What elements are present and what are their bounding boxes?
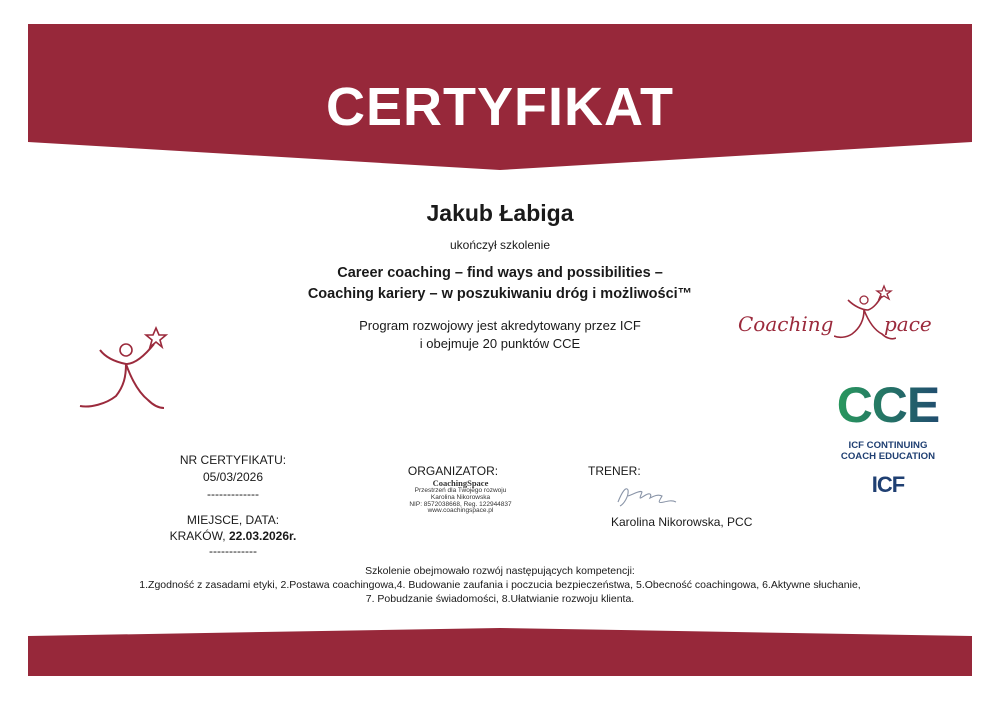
icf-logo: ICF (871, 472, 905, 497)
bottom-band (28, 626, 972, 676)
certificate-title: CERTYFIKAT (326, 77, 674, 137)
star-figure-icon (76, 324, 171, 414)
certificate-number-label: NR CERTYFIKATU: (179, 453, 287, 467)
stamp-url: www.coachingspace.pl (427, 507, 494, 515)
stamp-ids: NIP: 8572038668, Reg. 122944837 (409, 500, 512, 508)
stamp-person: Karolina Nikorowska (430, 493, 491, 501)
trainer-label: TRENER: (588, 464, 641, 478)
cce-subtitle-1: ICF CONTINUING (848, 440, 928, 451)
organizer-label: ORGANIZATOR: (407, 464, 499, 478)
place-date-label: MIEJSCE, DATA: (186, 513, 280, 527)
competencies-list-1: 1.Zgodność z zasadami etyki, 2.Postawa coachingowa,4. Budowanie zaufania i poczucia bezpieczeństwa, 5.Obecność coachingowa, 6.Aktywne słuchanie, (139, 579, 861, 591)
separator: ------------- (207, 487, 259, 501)
signature-icon (610, 482, 680, 510)
accreditation-line-2: i obejmuje 20 punktów CCE (419, 336, 581, 351)
coaching-space-logo (734, 284, 954, 344)
course-title-en: Career coaching – find ways and possibilities – (337, 265, 663, 281)
accreditation-line-1: Program rozwojowy jest akredytowany przez ICF (359, 318, 641, 333)
trainer-name: Karolina Nikorowska, PCC (611, 515, 753, 529)
place: KRAKÓW, (169, 529, 229, 543)
completed-text: ukończył szkolenie (449, 238, 551, 252)
certificate-sheet (28, 24, 972, 676)
organizer-stamp (373, 479, 548, 515)
cce-subtitle-2: COACH EDUCATION (840, 451, 936, 462)
separator: ------------ (209, 544, 257, 558)
competencies-heading: Szkolenie obejmowało rozwój następujących kompetencji: (365, 565, 635, 577)
certificate-number: 05/03/2026 (202, 470, 264, 484)
cce-logo (818, 377, 958, 500)
cce-letters: CCE (818, 380, 958, 430)
stamp-name: CoachingSpace (432, 478, 489, 488)
date: 22.03.2026r. (228, 529, 297, 543)
course-title-pl: Coaching kariery – w poszukiwaniu dróg i możliwości™ (307, 286, 693, 302)
logo-text-coaching: Coaching (738, 312, 834, 336)
place-date (148, 529, 318, 543)
recipient-name: Jakub Łabiga (426, 200, 574, 226)
logo-text-space: pace (884, 312, 932, 336)
stamp-tagline: Przestrzeń dla Twojego rozwoju (414, 486, 507, 494)
competencies-list-2: 7. Pobudzanie świadomości, 8.Ułatwianie rozwoju klienta. (365, 593, 635, 605)
